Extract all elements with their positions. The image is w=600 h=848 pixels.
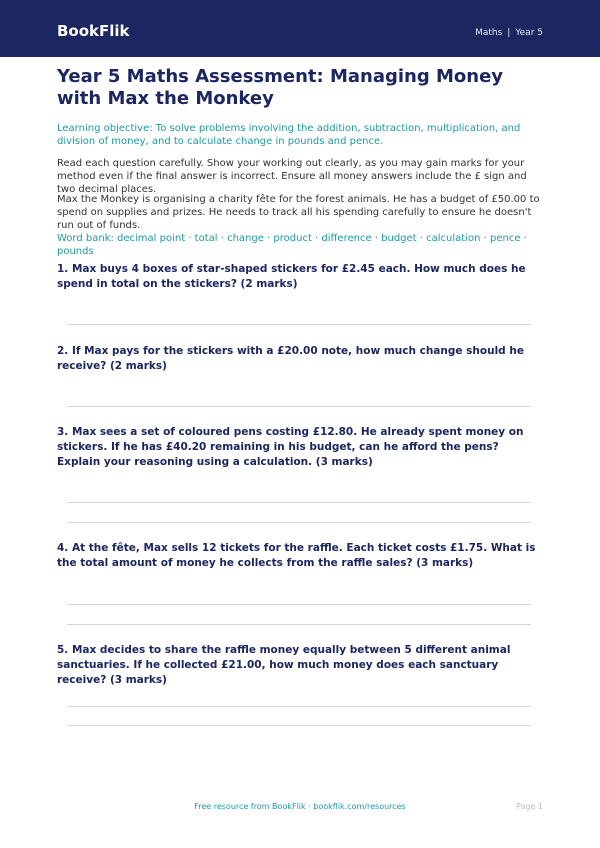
footer-resource-link[interactable]: Free resource from BookFlik · bookflik.com/resources [194,802,406,811]
answer-line-q3[interactable] [67,502,531,503]
brand-logo[interactable]: BookFlik [57,22,130,40]
answer-line-q5[interactable] [67,725,531,726]
subject-label: Maths [475,28,503,38]
answer-line-q4[interactable] [67,624,531,625]
answer-line-q3[interactable] [67,522,531,523]
word-bank: Word bank: decimal point · total · change · product · difference · budget · calculation · pence · pounds [57,233,527,257]
answer-line-q1[interactable] [67,324,531,325]
learning-objective: Learning objective: To solve problems involving the addition, subtraction, multiplication, and division of money, and to calculate change in pounds and pence. [57,123,521,147]
page-header [0,0,600,57]
page-number: Page 1 [516,802,543,811]
scenario-paragraph: Max the Monkey is organising a charity fête for the forest animals. He has a budget of £50.00 to spend on supplies and prizes. He needs to track all his spending carefully to ensure he doesn't run out of funds. [57,194,540,231]
instructions-paragraph: Read each question carefully. Show your working out clearly, as you may gain marks for your method even if the final answer is incorrect. Ensure all money answers include the £ sign and two decimal places. [57,158,527,195]
question-2: 2. If Max pays for the stickers with a £20.00 note, how much change should he receive? (2 marks) [57,345,524,372]
answer-line-q2[interactable] [67,406,531,407]
question-3: 3. Max sees a set of coloured pens costing £12.80. He already spent money on stickers. If he has £40.20 remaining in his budget, can he afford the pens? Explain your reasoning using a calculation. (3 marks) [57,426,524,468]
answer-line-q5[interactable] [67,706,531,707]
question-1: 1. Max buys 4 boxes of star-shaped stickers for £2.45 each. How much does he spend in total on the stickers? (2 marks) [57,263,526,290]
answer-line-q4[interactable] [67,604,531,605]
page-title: Year 5 Maths Assessment: Managing Money with Max the Monkey [57,66,504,109]
header-meta [475,27,543,39]
header-separator: | [507,28,511,38]
year-label: Year 5 [515,28,543,38]
question-4: 4. At the fête, Max sells 12 tickets for the raffle. Each ticket costs £1.75. What is the total amount of money he collects from the raffle sales? (3 marks) [57,542,536,569]
question-5: 5. Max decides to share the raffle money equally between 5 different animal sanctuaries. If he collected £21.00, how much money does each sanctuary receive? (3 marks) [57,644,511,686]
